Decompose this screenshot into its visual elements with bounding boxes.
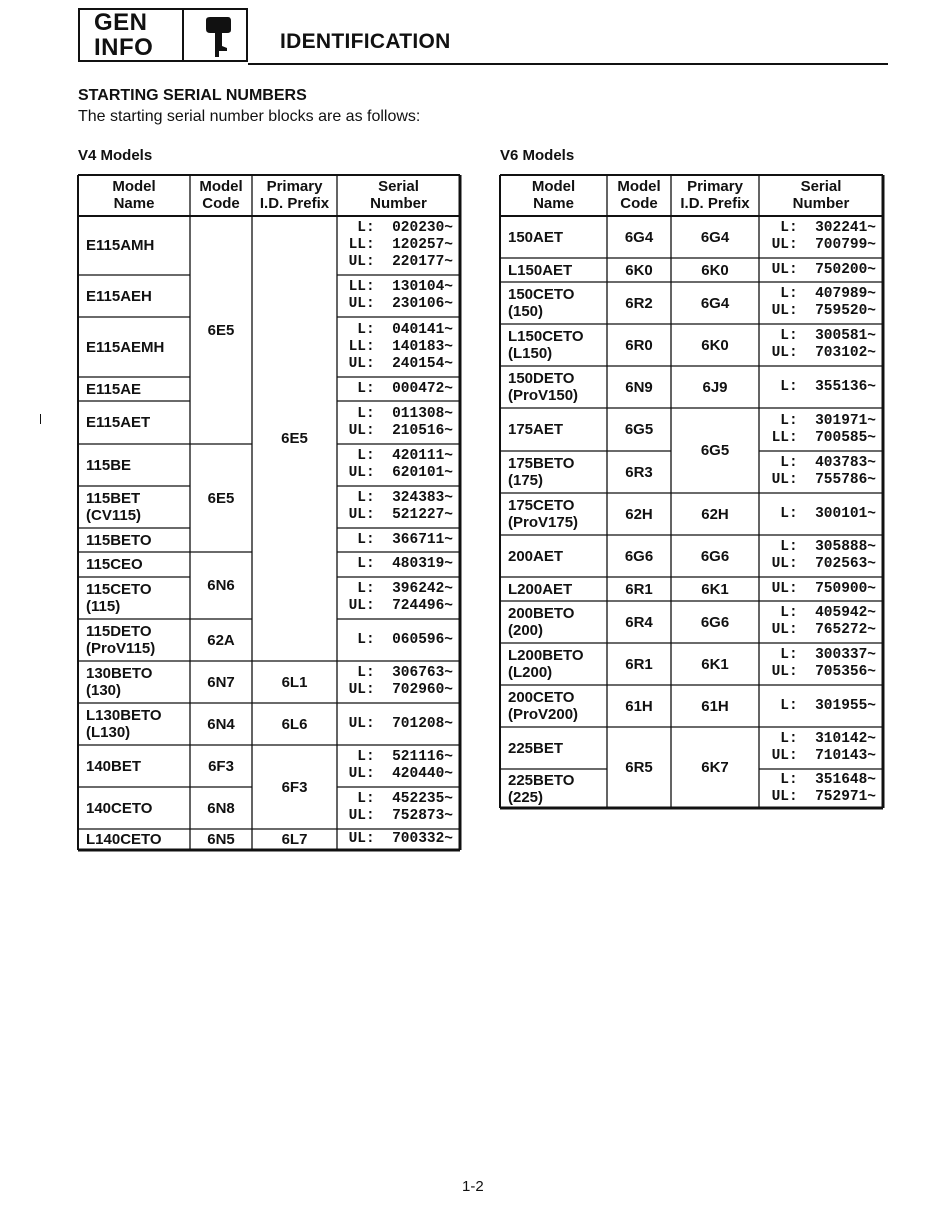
serial-number-cell <box>337 577 460 619</box>
model-name-cell <box>78 552 190 577</box>
serial-number-cell <box>759 366 883 408</box>
header-primary-prefix <box>252 174 337 216</box>
primary-prefix-cell <box>671 535 759 577</box>
page-number: 1-2 <box>462 1178 484 1195</box>
primary-prefix-cell <box>671 408 759 493</box>
v6-caption: V6 Models <box>500 147 575 164</box>
model-code-cell-line: 6G5 <box>624 421 654 438</box>
model-name-cell <box>78 745 190 787</box>
model-code-cell <box>607 643 671 685</box>
serial-number-cell-line: L: 452235~ <box>357 791 453 807</box>
model-name-cell <box>500 601 607 643</box>
serial-number-cell <box>759 324 883 366</box>
margin-mark <box>40 414 41 424</box>
serial-number-cell-line: UL: 701208~ <box>348 715 453 732</box>
model-code-cell <box>607 535 671 577</box>
model-code-cell-line: 6R2 <box>625 294 653 312</box>
model-name-cell-line: (225) <box>508 788 544 806</box>
model-name-cell <box>500 493 607 535</box>
serial-number-cell-line: L: 020230~ <box>357 220 453 236</box>
header-serial-number-line: Serial <box>378 178 419 195</box>
model-name-cell-line: (150) <box>508 303 544 320</box>
header-model-name <box>78 174 190 216</box>
primary-prefix-cell <box>671 577 759 601</box>
model-name-cell <box>500 727 607 769</box>
serial-number-cell-line: UL: 420440~ <box>348 766 453 782</box>
serial-number-cell <box>337 216 460 275</box>
model-code-cell-line: 6R1 <box>625 580 653 598</box>
primary-prefix-cell <box>252 216 337 661</box>
model-name-cell-line: (ProV200) <box>508 706 579 723</box>
serial-number-cell-line: UL: 750900~ <box>771 580 876 597</box>
serial-number-cell-line: L: 355136~ <box>780 378 876 395</box>
serial-number-cell-line: L: 420111~ <box>357 448 453 464</box>
primary-prefix-cell <box>671 685 759 727</box>
model-name-cell <box>78 528 190 552</box>
model-name-cell-line: 200AET <box>508 547 564 565</box>
model-code-cell <box>607 451 671 493</box>
primary-prefix-cell <box>671 216 759 258</box>
model-name-cell <box>78 829 190 850</box>
serial-number-cell <box>759 408 883 451</box>
model-code-cell <box>607 727 671 808</box>
serial-number-cell-line: UL: 752873~ <box>348 808 453 824</box>
model-code-cell-line: 6G6 <box>624 547 654 565</box>
model-name-cell-line: (175) <box>508 472 544 489</box>
serial-number-cell-line: UL: 240154~ <box>348 355 453 372</box>
model-code-cell <box>190 787 252 829</box>
serial-number-cell-line: UL: 765272~ <box>771 622 876 638</box>
model-name-cell-line: 140CETO <box>86 799 153 817</box>
primary-prefix-cell-line: 6G4 <box>700 294 730 312</box>
serial-number-cell <box>759 535 883 577</box>
badge-divider <box>182 10 184 62</box>
gen-label: GEN <box>94 9 148 36</box>
model-name-cell-line: L140CETO <box>86 831 162 848</box>
model-code-cell <box>190 216 252 444</box>
model-name-cell <box>78 577 190 619</box>
header-serial-number-line: Serial <box>800 178 842 195</box>
model-name-cell-line: 150DETO <box>508 370 575 387</box>
model-code-cell <box>607 366 671 408</box>
header-serial-number <box>337 174 460 216</box>
serial-number-cell <box>337 444 460 486</box>
primary-prefix-cell-line: 6F3 <box>281 778 308 796</box>
model-code-cell-line: 6K0 <box>625 261 653 279</box>
page-title: IDENTIFICATION <box>280 30 451 53</box>
serial-number-cell <box>759 493 883 535</box>
model-name-cell <box>78 619 190 661</box>
primary-prefix-cell-line: 6K0 <box>701 261 729 279</box>
serial-number-cell <box>759 727 883 769</box>
model-code-cell-line: 6N8 <box>207 799 235 817</box>
model-name-cell-line: E115AMH <box>86 237 155 254</box>
model-code-cell <box>190 552 252 619</box>
model-code-cell <box>607 282 671 324</box>
serial-number-cell-line: UL: 210516~ <box>348 422 453 439</box>
serial-number-cell-line: L: 306763~ <box>357 665 453 681</box>
model-name-cell <box>500 685 607 727</box>
model-name-cell-line: 175CETO <box>508 497 575 514</box>
model-name-cell-line: 175AET <box>508 421 564 438</box>
model-name-cell-line: 115CEO <box>86 556 143 573</box>
serial-number-cell-line: UL: 724496~ <box>348 598 453 614</box>
serial-number-cell-line: UL: 750200~ <box>771 261 876 278</box>
serial-number-cell-line: L: 366711~ <box>357 531 453 548</box>
model-code-cell <box>607 685 671 727</box>
model-code-cell-line: 6N5 <box>207 831 235 848</box>
serial-number-cell-line: UL: 700799~ <box>771 237 876 253</box>
header-primary-prefix-line: I.D. Prefix <box>680 195 750 212</box>
serial-number-cell-line: L: 305888~ <box>780 539 876 555</box>
model-name-cell <box>78 317 190 377</box>
primary-prefix-cell <box>671 601 759 643</box>
serial-number-cell-line: L: 011308~ <box>357 405 453 422</box>
model-name-cell-line: L200AET <box>508 580 573 598</box>
header-model-code-line: Code <box>202 195 240 212</box>
serial-number-cell-line: L: 324383~ <box>357 490 453 506</box>
primary-prefix-cell-line: 6L1 <box>281 673 308 691</box>
serial-number-cell <box>759 451 883 493</box>
model-code-cell-line: 62A <box>207 631 235 649</box>
model-code-cell-line: 6R0 <box>625 336 653 354</box>
header-model-code <box>190 174 252 216</box>
primary-prefix-cell-line: 6G6 <box>700 613 730 631</box>
serial-number-cell-line: L: 000472~ <box>357 380 453 397</box>
model-code-cell-line: 6R3 <box>625 463 653 481</box>
v4-caption: V4 Models <box>78 147 153 164</box>
model-name-cell-line: 150AET <box>508 228 564 246</box>
model-code-cell-line: 6R1 <box>625 655 653 673</box>
model-code-cell <box>190 619 252 661</box>
model-name-cell-line: E115AET <box>86 414 151 431</box>
header-model-name-line: Model <box>531 178 576 195</box>
primary-prefix-cell-line: 62H <box>701 505 729 523</box>
serial-number-cell <box>337 401 460 444</box>
serial-number-cell-line: UL: 230106~ <box>348 296 453 312</box>
serial-number-cell-line: L: 521116~ <box>357 749 453 765</box>
model-code-cell <box>190 661 252 703</box>
intro-text: The starting serial number blocks are as follows: <box>78 108 421 125</box>
model-name-cell-line: L150CETO <box>508 328 584 345</box>
model-name-cell <box>78 401 190 444</box>
section-badge <box>78 8 248 62</box>
model-name-cell <box>500 282 607 324</box>
serial-number-cell-line: UL: 752971~ <box>771 788 876 805</box>
v6-table <box>499 174 885 810</box>
serial-number-cell-line: UL: 521227~ <box>348 507 453 523</box>
serial-number-cell <box>759 216 883 258</box>
model-name-cell-line: 175BETO <box>508 455 575 472</box>
model-code-cell-line: 6E5 <box>207 489 235 507</box>
gen-info-label <box>94 10 153 60</box>
serial-number-cell-line: L: 301955~ <box>780 697 876 714</box>
model-name-cell <box>500 216 607 258</box>
model-code-cell-line: 62H <box>625 505 653 523</box>
serial-number-cell <box>337 703 460 745</box>
serial-number-cell-line: L: 060596~ <box>357 631 453 648</box>
model-code-cell-line: 6E5 <box>207 321 235 339</box>
model-name-cell-line: 115DETO <box>86 623 152 640</box>
model-code-cell <box>190 829 252 850</box>
primary-prefix-cell <box>671 493 759 535</box>
model-code-cell-line: 6F3 <box>208 757 234 775</box>
serial-number-cell <box>337 619 460 661</box>
serial-number-cell-line: L: 300101~ <box>780 505 876 522</box>
model-name-cell-line: (ProV150) <box>508 387 579 404</box>
model-name-cell-line: (130) <box>86 682 122 699</box>
model-name-cell-line: 225BETO <box>508 771 575 789</box>
serial-number-cell <box>759 643 883 685</box>
serial-number-cell <box>337 787 460 829</box>
serial-number-cell-line: UL: 705356~ <box>771 664 876 680</box>
model-name-cell-line: 225BET <box>508 739 564 757</box>
header-model-code-line: Code <box>620 195 658 212</box>
model-code-cell <box>607 493 671 535</box>
model-name-cell-line: L150AET <box>508 261 573 279</box>
outboard-motor-icon <box>198 16 238 58</box>
section-title: STARTING SERIAL NUMBERS <box>78 87 307 104</box>
model-code-cell-line: 6R5 <box>625 759 653 776</box>
model-name-cell-line: L200BETO <box>508 647 584 664</box>
serial-number-cell <box>759 769 883 808</box>
model-name-cell <box>78 444 190 486</box>
header-model-code-line: Model <box>199 178 243 195</box>
primary-prefix-cell-line: 6G4 <box>700 228 730 246</box>
serial-number-cell-line: UL: 220177~ <box>348 254 453 270</box>
header-primary-prefix-line: I.D. Prefix <box>259 195 330 212</box>
model-name-cell-line: E115AEH <box>86 287 152 305</box>
primary-prefix-cell-line: 6K7 <box>701 759 729 776</box>
model-name-cell-line: 200CETO <box>508 689 575 706</box>
primary-prefix-cell-line: 61H <box>701 697 729 715</box>
primary-prefix-cell <box>252 661 337 703</box>
model-code-cell-line: 6R4 <box>625 613 653 631</box>
serial-number-cell-line: L: 407989~ <box>780 286 876 302</box>
model-code-cell <box>607 601 671 643</box>
model-name-cell <box>500 366 607 408</box>
model-name-cell-line: (115) <box>86 598 121 615</box>
serial-number-cell <box>759 258 883 282</box>
serial-number-cell-line: LL: 130104~ <box>348 279 453 295</box>
model-code-cell <box>607 324 671 366</box>
header-primary-prefix-line: Primary <box>687 178 743 195</box>
model-name-cell <box>78 486 190 528</box>
header-model-name-line: Name <box>533 195 574 212</box>
model-name-cell-line: 130BETO <box>86 665 153 682</box>
model-name-cell-line: 115BE <box>86 456 132 474</box>
header-model-code-line: Model <box>617 178 661 195</box>
serial-number-cell <box>337 317 460 377</box>
serial-number-cell-line: UL: 759520~ <box>771 303 876 319</box>
serial-number-cell-line: UL: 620101~ <box>348 465 453 481</box>
model-code-cell <box>607 216 671 258</box>
serial-number-cell-line: L: 310142~ <box>780 731 876 747</box>
primary-prefix-cell <box>252 829 337 850</box>
primary-prefix-cell <box>252 745 337 829</box>
serial-number-cell <box>337 528 460 552</box>
serial-number-cell-line: L: 302241~ <box>780 220 876 236</box>
model-code-cell <box>607 577 671 601</box>
header-serial-number <box>759 174 883 216</box>
model-name-cell <box>500 769 607 808</box>
model-name-cell <box>78 275 190 317</box>
serial-number-cell-line: LL: 700585~ <box>771 429 876 446</box>
model-name-cell-line: 200BETO <box>508 605 575 622</box>
primary-prefix-cell-line: 6L6 <box>281 715 308 733</box>
serial-number-cell-line: UL: 702563~ <box>771 556 876 572</box>
serial-number-cell-line: L: 040141~ <box>357 321 453 338</box>
primary-prefix-cell-line: 6E5 <box>281 430 308 447</box>
model-name-cell <box>78 377 190 401</box>
model-name-cell <box>500 258 607 282</box>
serial-number-cell-line: L: 351648~ <box>780 771 876 788</box>
model-name-cell <box>500 451 607 493</box>
header-model-name <box>500 174 607 216</box>
model-name-cell <box>500 535 607 577</box>
model-name-cell <box>500 577 607 601</box>
serial-number-cell <box>337 552 460 577</box>
model-name-cell <box>78 216 190 275</box>
model-code-cell-line: 6N6 <box>207 577 235 594</box>
header-primary-prefix <box>671 174 759 216</box>
serial-number-cell-line: L: 396242~ <box>357 581 453 597</box>
primary-prefix-cell <box>671 727 759 808</box>
primary-prefix-cell <box>671 258 759 282</box>
model-code-cell <box>190 745 252 787</box>
model-name-cell-line: 150CETO <box>508 286 575 303</box>
serial-number-cell <box>759 601 883 643</box>
model-code-cell <box>607 258 671 282</box>
primary-prefix-cell <box>671 282 759 324</box>
model-name-cell-line: 115BET <box>86 490 141 507</box>
serial-number-cell <box>337 829 460 850</box>
serial-number-cell <box>337 486 460 528</box>
model-name-cell-line: (CV115) <box>86 507 142 524</box>
serial-number-cell <box>759 282 883 324</box>
model-name-cell-line: (L200) <box>508 664 553 681</box>
header-primary-prefix-line: Primary <box>266 178 323 195</box>
serial-number-cell <box>337 661 460 703</box>
serial-number-cell <box>337 745 460 787</box>
model-name-cell-line: 115CETO <box>86 581 152 598</box>
serial-number-cell-line: L: 480319~ <box>357 556 453 572</box>
serial-number-cell-line: LL: 120257~ <box>348 237 453 253</box>
header-model-name-line: Name <box>113 195 155 212</box>
serial-number-cell-line: UL: 700332~ <box>348 831 453 847</box>
serial-number-cell-line: L: 405942~ <box>780 605 876 621</box>
primary-prefix-cell <box>671 324 759 366</box>
model-name-cell-line: L130BETO <box>86 707 162 724</box>
primary-prefix-cell-line: 6K1 <box>701 655 729 673</box>
serial-number-cell-line: UL: 702960~ <box>348 682 453 698</box>
serial-number-cell-line: L: 403783~ <box>780 455 876 471</box>
serial-number-cell <box>759 685 883 727</box>
serial-number-cell-line: L: 300581~ <box>780 328 876 344</box>
primary-prefix-cell-line: 6K1 <box>701 580 729 598</box>
model-name-cell-line: E115AE <box>86 380 142 398</box>
model-code-cell-line: 6N4 <box>207 715 235 733</box>
serial-number-cell-line: LL: 140183~ <box>348 338 453 355</box>
model-code-cell-line: 6N9 <box>625 378 653 396</box>
model-name-cell <box>500 408 607 451</box>
serial-number-cell-line: UL: 703102~ <box>771 345 876 361</box>
model-code-cell-line: 6G4 <box>624 228 654 246</box>
primary-prefix-cell-line: 6J9 <box>702 378 728 396</box>
model-code-cell <box>190 703 252 745</box>
header-model-name-line: Model <box>112 178 156 195</box>
serial-number-cell <box>759 577 883 601</box>
v4-table <box>77 174 462 852</box>
model-name-cell-line: E115AEMH <box>86 338 165 356</box>
model-name-cell-line: 115BETO <box>86 531 152 549</box>
title-rule <box>248 63 888 65</box>
info-label: INFO <box>94 34 154 61</box>
header-model-code <box>607 174 671 216</box>
primary-prefix-cell-line: 6L7 <box>281 831 308 848</box>
primary-prefix-cell <box>671 366 759 408</box>
serial-number-cell-line: UL: 710143~ <box>771 748 876 764</box>
model-name-cell <box>78 787 190 829</box>
model-name-cell-line: (ProV175) <box>508 514 579 531</box>
model-name-cell-line: (200) <box>508 622 544 639</box>
model-name-cell <box>500 643 607 685</box>
model-name-cell <box>78 661 190 703</box>
primary-prefix-cell <box>671 643 759 685</box>
header-serial-number-line: Number <box>792 195 850 212</box>
primary-prefix-cell-line: 6G5 <box>700 442 730 459</box>
model-name-cell-line: (ProV115) <box>86 640 156 657</box>
header-serial-number-line: Number <box>370 195 427 212</box>
model-code-cell-line: 61H <box>625 697 653 715</box>
model-name-cell-line: 140BET <box>86 757 142 775</box>
serial-number-cell-line: UL: 755786~ <box>771 472 876 488</box>
model-name-cell-line: (L130) <box>86 724 131 741</box>
model-name-cell-line: (L150) <box>508 345 553 362</box>
model-name-cell <box>500 324 607 366</box>
model-name-cell <box>78 703 190 745</box>
primary-prefix-cell <box>252 703 337 745</box>
primary-prefix-cell-line: 6G6 <box>700 547 730 565</box>
serial-number-cell <box>337 377 460 401</box>
serial-number-cell-line: L: 300337~ <box>780 647 876 663</box>
serial-number-cell <box>337 275 460 317</box>
primary-prefix-cell-line: 6K0 <box>701 336 729 354</box>
model-code-cell-line: 6N7 <box>207 673 235 691</box>
model-code-cell <box>190 444 252 552</box>
serial-number-cell-line: L: 301971~ <box>780 412 876 429</box>
model-code-cell <box>607 408 671 451</box>
